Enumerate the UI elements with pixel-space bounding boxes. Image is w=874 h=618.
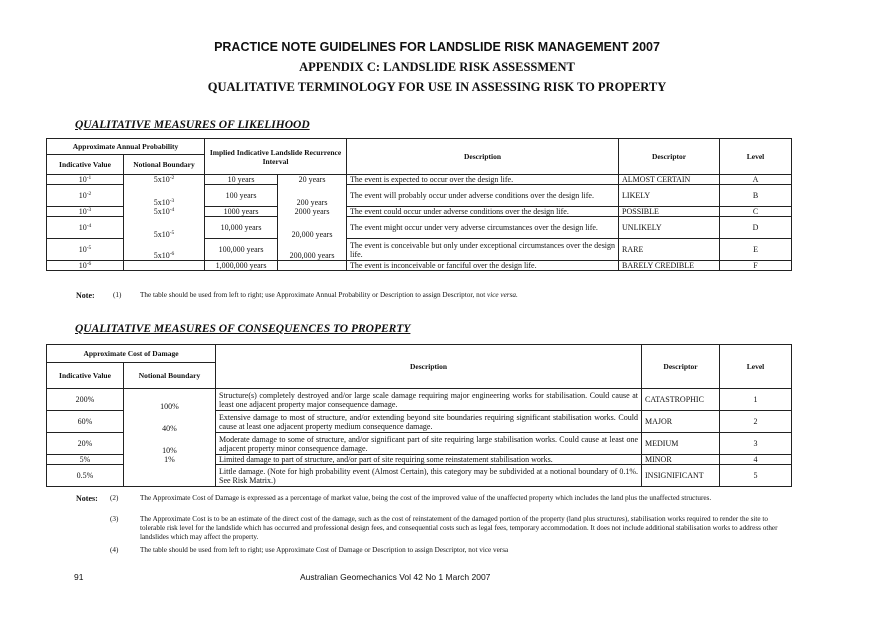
interval: 1,000,000 years [205, 261, 278, 271]
likelihood-descriptor: POSSIBLE [619, 207, 720, 217]
cost-boundary: 100% [124, 389, 216, 411]
prob-value: $10^{-4}$ [47, 217, 124, 239]
prob-value: $10^{-6}$ [47, 261, 124, 271]
note-number: (4) [110, 546, 119, 554]
prob-boundary: $5x10^{-2}$ [124, 175, 205, 185]
interval-boundary: 2000 years [278, 207, 347, 217]
header-indicative-value: Indicative Value [47, 363, 124, 389]
consequence-level: 5 [720, 465, 792, 487]
prob-value: $10^{-3}$ [47, 207, 124, 217]
cost-boundary: 1% [124, 455, 216, 465]
note-label: Note: [76, 291, 95, 300]
note-text: The Approximate Cost of Damage is expressed as a percentage of market value, being the cost of the improved value of the unaffected property which includes the land plus the unaffected structures. [140, 494, 712, 502]
consequence-description: Limited damage to part of structure, and/or part of site requiring some reinstatement stabilisation works. [216, 455, 642, 465]
likelihood-heading: QUALITATIVE MEASURES OF LIKELIHOOD [75, 119, 310, 131]
note-number: (3) [110, 515, 119, 523]
header-descriptor: Descriptor [619, 139, 720, 175]
cost-boundary: 10% [124, 433, 216, 455]
journal-footer: Australian Geomechanics Vol 42 No 1 March 2007 [300, 572, 491, 582]
cost-value: 5% [47, 455, 124, 465]
document-subtitle: QUALITATIVE TERMINOLOGY FOR USE IN ASSESSING RISK TO PROPERTY [207, 80, 667, 94]
interval-boundary-empty [278, 261, 347, 271]
consequences-table [46, 344, 792, 487]
likelihood-descriptor: RARE [619, 239, 720, 261]
header-notional-boundary: Notional Boundary [124, 363, 216, 389]
header-description: Description [347, 139, 619, 175]
header-level: Level [720, 139, 792, 175]
likelihood-table [46, 138, 792, 271]
likelihood-descriptor: LIKELY [619, 185, 720, 207]
header-recurrence: Implied Indicative Landslide Recurrence Interval [205, 139, 347, 175]
note-text: The Approximate Cost is to be an estimate of the direct cost of the damage, such as the cost of reinstatement of the damaged portion of the property (land plus structures), stabilisation works required to render the site to tolerable risk level for the landslide which has occurred and professional design fees, and consequential costs such as legal fees, temporary accommodation. It does not include additional stabilisation works to address other landslides which may affect the property. [140, 515, 778, 541]
header-approx-prob: Approximate Annual Probability [47, 139, 205, 155]
interval: 10 years [205, 175, 278, 185]
note-text: The table should be used from left to right; use Approximate Annual Probability or Description to assign Descriptor, not vice versa. [140, 291, 518, 299]
likelihood-description: The event is conceivable but only under exceptional circumstances over the design life. [347, 239, 619, 261]
prob-boundary: $5x10^{-3}$ [124, 185, 205, 207]
consequences-heading: QUALITATIVE MEASURES OF CONSEQUENCES TO PROPERTY [75, 323, 411, 335]
note-number: (2) [110, 494, 119, 502]
cost-value: 0.5% [47, 465, 124, 487]
consequence-description: Structure(s) completely destroyed and/or large scale damage requiring major engineering works for stabilisation. Could cause at least one adjacent property major consequence damage. [216, 389, 642, 411]
header-indicative-value: Indicative Value [47, 155, 124, 175]
likelihood-level: D [720, 217, 792, 239]
likelihood-description: The event is inconceivable or fanciful over the design life. [347, 261, 619, 271]
likelihood-descriptor: ALMOST CERTAIN [619, 175, 720, 185]
interval: 10,000 years [205, 217, 278, 239]
document-title: PRACTICE NOTE GUIDELINES FOR LANDSLIDE RISK MANAGEMENT 2007 [214, 40, 660, 54]
cost-boundary: 40% [124, 411, 216, 433]
consequence-descriptor: INSIGNIFICANT [642, 465, 720, 487]
interval-boundary: 20 years [278, 175, 347, 185]
interval-boundary: 200 years [278, 185, 347, 207]
prob-boundary: $5x10^{-5}$ [124, 217, 205, 239]
page-number: 91 [74, 572, 84, 582]
prob-boundary-empty [124, 261, 205, 271]
consequence-descriptor: MINOR [642, 455, 720, 465]
cost-value: 200% [47, 389, 124, 411]
likelihood-level: F [720, 261, 792, 271]
consequence-description: Little damage. (Note for high probability event (Almost Certain), this category may be subdivided at a notional boundary of 0.1%. See Risk Matrix.) [216, 465, 642, 487]
interval: 100,000 years [205, 239, 278, 261]
note-number: (1) [113, 291, 122, 299]
header-level: Level [720, 345, 792, 389]
notes-label: Notes: [76, 494, 98, 503]
prob-boundary: $5x10^{-6}$ [124, 239, 205, 261]
consequence-descriptor: CATASTROPHIC [642, 389, 720, 411]
likelihood-level: C [720, 207, 792, 217]
consequence-description: Moderate damage to some of structure, and/or significant part of site requiring large stabilisation works. Could cause at least one adjacent property minor consequence damage. [216, 433, 642, 455]
likelihood-description: The event will probably occur under adverse conditions over the design life. [347, 185, 619, 207]
consequence-descriptor: MEDIUM [642, 433, 720, 455]
likelihood-level: E [720, 239, 792, 261]
note-text: The table should be used from left to right; use Approximate Cost of Damage or Description to assign Descriptor, not vice versa [140, 546, 509, 554]
likelihood-descriptor: BARELY CREDIBLE [619, 261, 720, 271]
interval-boundary: 200,000 years [278, 239, 347, 261]
likelihood-description: The event is expected to occur over the design life. [347, 175, 619, 185]
likelihood-description: The event might occur under very adverse circumstances over the design life. [347, 217, 619, 239]
consequence-level: 2 [720, 411, 792, 433]
cost-value: 60% [47, 411, 124, 433]
consequence-level: 3 [720, 433, 792, 455]
likelihood-descriptor: UNLIKELY [619, 217, 720, 239]
likelihood-level: A [720, 175, 792, 185]
consequence-level: 1 [720, 389, 792, 411]
cost-boundary-empty [124, 465, 216, 487]
likelihood-level: B [720, 185, 792, 207]
prob-value: $10^{-2}$ [47, 185, 124, 207]
interval: 1000 years [205, 207, 278, 217]
appendix-title: APPENDIX C: LANDSLIDE RISK ASSESSMENT [299, 60, 575, 74]
consequence-description: Extensive damage to most of structure, and/or extending beyond site boundaries requiring significant stabilisation works. Could cause at least one adjacent property medium consequence damage. [216, 411, 642, 433]
likelihood-description: The event could occur under adverse conditions over the design life. [347, 207, 619, 217]
interval-boundary: 20,000 years [278, 217, 347, 239]
consequence-descriptor: MAJOR [642, 411, 720, 433]
header-descriptor: Descriptor [642, 345, 720, 389]
header-notional-boundary: Notional Boundary [124, 155, 205, 175]
cost-value: 20% [47, 433, 124, 455]
header-description: Description [216, 345, 642, 389]
header-approx-cost: Approximate Cost of Damage [47, 345, 216, 363]
prob-value: $10^{-5}$ [47, 239, 124, 261]
prob-boundary: $5x10^{-4}$ [124, 207, 205, 217]
interval: 100 years [205, 185, 278, 207]
prob-value: $10^{-1}$ [47, 175, 124, 185]
consequence-level: 4 [720, 455, 792, 465]
